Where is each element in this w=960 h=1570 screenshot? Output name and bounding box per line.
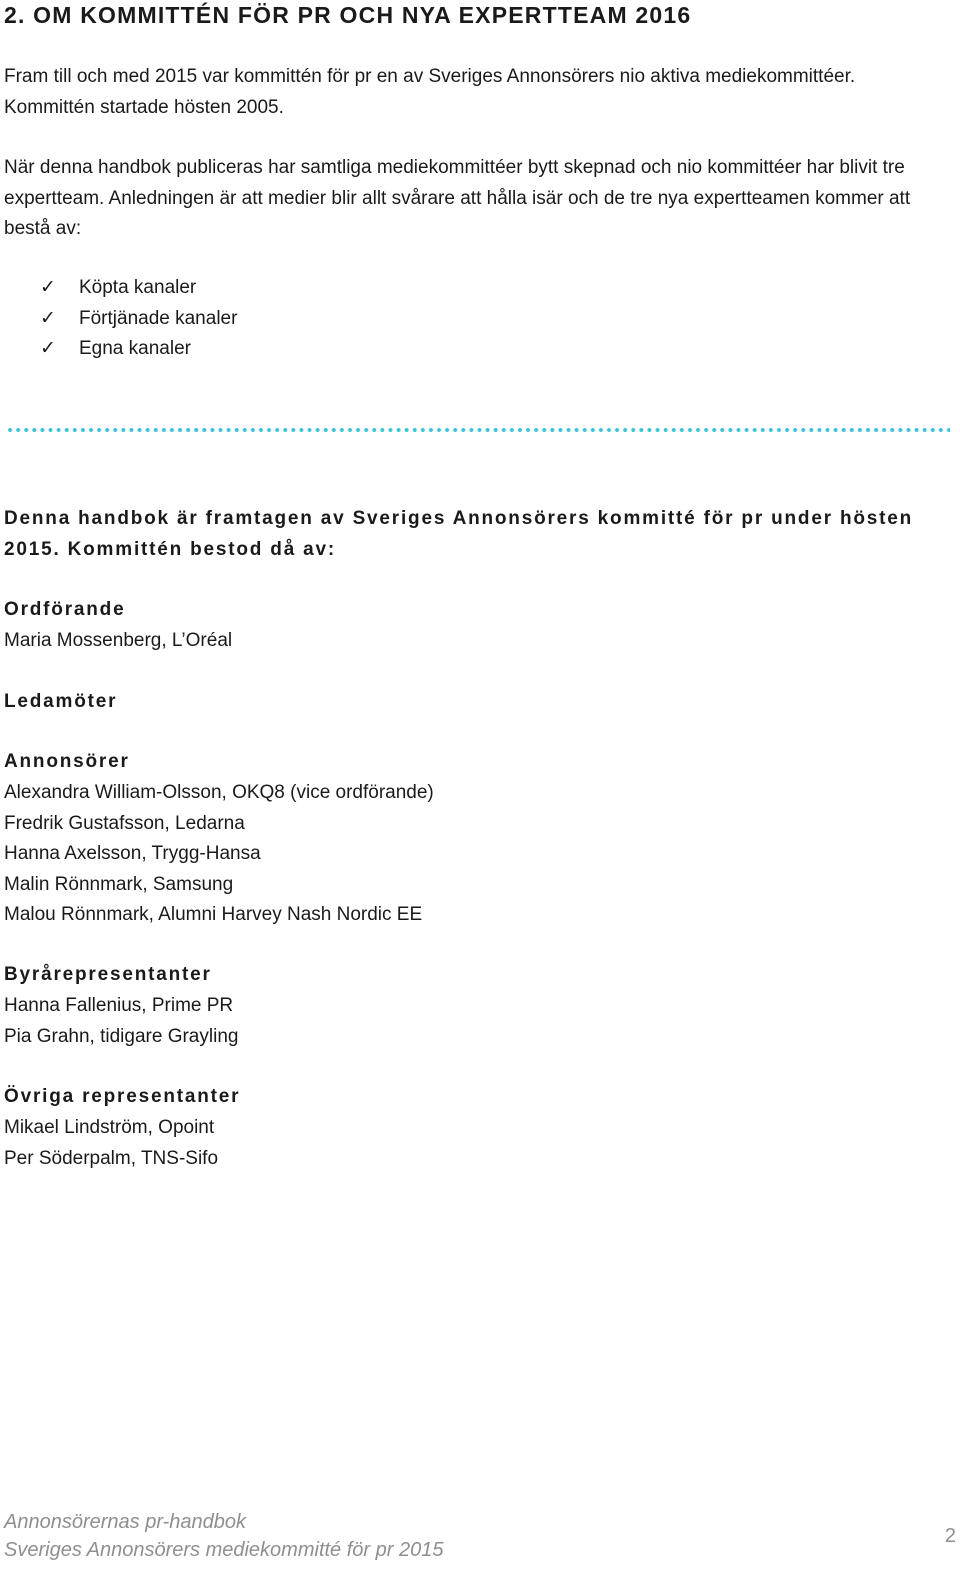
footer-title: Annonsörernas pr-handbok — [4, 1511, 247, 1533]
others-list — [4, 1113, 218, 1174]
intro-paragraph-2: När denna handbok publiceras har samtliga mediekommittéer bytt skepnad och nio kommittéer har blivit tre expertteam. Anledningen är att medier blir allt svårare att hålla isär och de tre nya expertteamen kommer att bestå av: — [4, 157, 911, 239]
list-item: Pia Grahn, tidigare Grayling — [4, 1025, 239, 1047]
checkmark-icon: ✓ — [40, 338, 56, 359]
list-item: Hanna Axelsson, Trygg-Hansa — [4, 843, 261, 864]
list-item: Maria Mossenberg, L’Oréal — [4, 630, 233, 651]
advertisers-list — [4, 778, 434, 931]
list-item: Malou Rönnmark, Alumni Harvey Nash Nordic EE — [4, 904, 423, 925]
list-item: Per Söderpalm, TNS-Sifo — [4, 1147, 219, 1169]
team-label: Egna kanaler — [79, 338, 191, 359]
team-label: Förtjänade kanaler — [79, 307, 238, 329]
team-label: Köpta kanaler — [79, 277, 197, 298]
checkmark-icon: ✓ — [40, 307, 56, 329]
page-number: 2 — [944, 1525, 956, 1547]
list-item: Malin Rönnmark, Samsung — [4, 873, 234, 895]
intro-paragraph-1: Fram till och med 2015 var kommittén för pr en av Sveriges Annonsörers nio aktiva mediekommittéer. Kommittén startade hösten 2005. — [4, 66, 856, 118]
advertisers-label: Annonsörer — [4, 751, 130, 772]
list-item: Hanna Fallenius, Prime PR — [4, 995, 234, 1016]
checkmark-icon: ✓ — [40, 277, 56, 298]
list-item: Mikael Lindström, Opoint — [4, 1117, 215, 1138]
footer-subtitle: Sveriges Annonsörers mediekommitté för pr 2015 — [4, 1539, 444, 1561]
dotted-divider — [6, 427, 950, 433]
agency-label: Byrårepresentanter — [4, 964, 212, 985]
agency-list — [4, 991, 238, 1052]
section-heading: 2. OM KOMMITTÉN FÖR PR OCH NYA EXPERTTEAM 2016 — [4, 2, 692, 28]
list-item: Fredrik Gustafsson, Ledarna — [4, 812, 245, 834]
list-item: Alexandra William-Olsson, OKQ8 (vice ordförande) — [4, 782, 434, 803]
members-label: Ledamöter — [4, 691, 118, 712]
others-label: Övriga representanter — [4, 1086, 241, 1107]
committee-intro: Denna handbok är framtagen av Sveriges Annonsörers kommitté för pr under hösten 2015. Kommittén bestod då av: — [4, 508, 914, 560]
chair-list — [4, 626, 232, 657]
chair-label: Ordförande — [4, 599, 126, 620]
